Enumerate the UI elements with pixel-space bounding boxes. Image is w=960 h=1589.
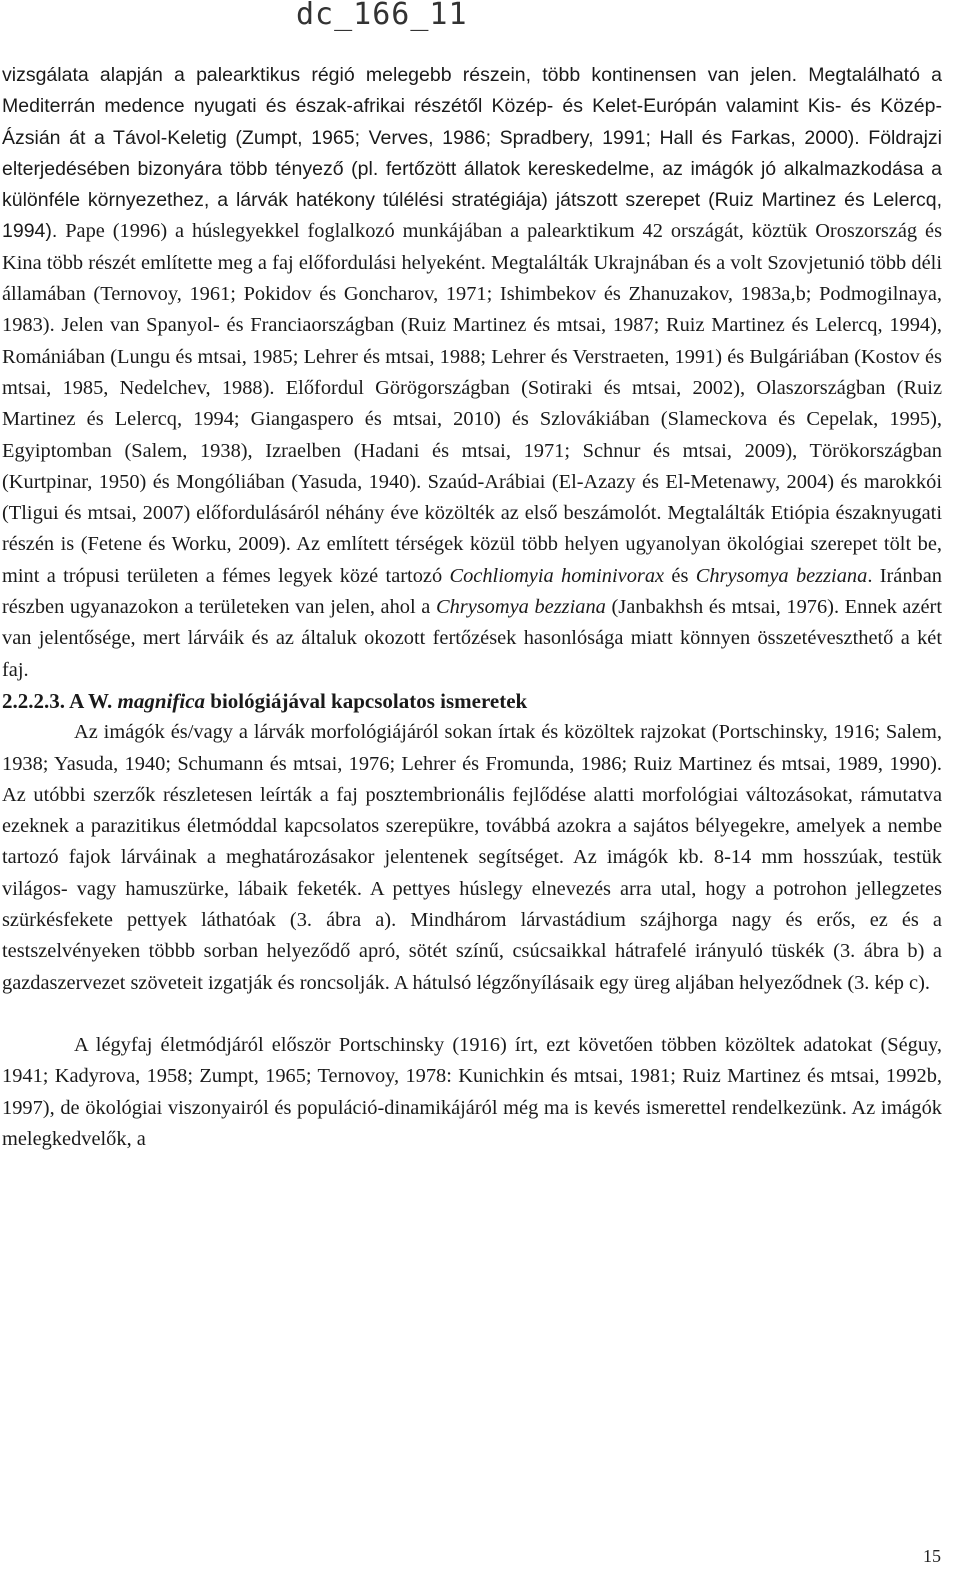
section-heading xyxy=(2,686,942,717)
species-name: Chrysomya bezziana xyxy=(695,564,868,587)
paragraph-spacer xyxy=(2,999,942,1030)
heading-number: 2.2.2.3. A xyxy=(2,688,88,713)
heading-title: biológiájával kapcsolatos ismeretek xyxy=(205,688,528,713)
species-name: Chrysomya bezziana xyxy=(435,596,606,619)
paragraph-distribution xyxy=(2,60,942,686)
text-segment: és xyxy=(664,564,696,587)
species-name: Cochliomyia hominivorax xyxy=(449,564,665,587)
text-segment: (Janbakhsh és mtsai, 1976). Ennek azért van jelentősége, mert lárváik és az általuk okozott fertőzések hasonlósága miatt könnyen összetéveszthető a két faj. xyxy=(2,596,942,681)
paragraph-lifestyle: A légyfaj életmódjáról először Portschinsky (1916) írt, ezt követően többen közöltek adatokat (Séguy, 1941; Kadyrova, 1958; Zumpt, 1965; Ternovoy, 1978: Kunichkin és mtsai, 1981; Ruiz Martinez és mtsai, 1992b, 1997), de ökológiai viszonyairól és populáció-dinamikájáról még ma is kevés ismerettel rendelkezünk. Az imágók melegkedvelők, a xyxy=(2,1033,942,1150)
text-segment-sans: vizsgálata alapján a palearktikus régió melegebb részein, több kontinensen van jelen. Megtalálható a Mediterrán medence nyugati és észak-afrikai részétől Közép- és Kelet-Európán valamint Kis- és Közép-Ázsián át a Távol-Keletig (Zumpt, 1965; Verves, 1986; Spradbery, 1991; Hall és Farkas, 2000). Földrajzi elterjedésében bizonyára több tényező (pl. fertőzött állatok kereskedelme, az imágók jó alkalmazkodása a különféle környezethez, a lárvák hatékony túlélési stratégiája) játszott szerepet (Ruiz Martinez és Lelercq, 1994). xyxy=(2,64,942,243)
paragraph-morphology: Az imágók és/vagy a lárvák morfológiájáról sokan írtak és közöltek rajzokat (Portschinsky, 1916; Salem, 1938; Yasuda, 1940; Schumann és mtsai, 1976; Lehrer és Fromunda, 1986; Ruiz Martinez és mtsai, 1989, 1990). Az utóbbi szerzők részletesen leírták a faj posztembrionális fejlődése alatti morfológiai változásokat, rámutatva ezeknek a parazitikus életmóddal kapcsolatos szerepükre, továbbá azokra a sajátos bélyegekre, amelyek a nembe tartozó fajok lárváinak a meghatározásakor jelentenek segítséget. Az imágók kb. 8-14 mm hosszúak, testük világos- vagy hamuszürke, lábaik feketék. A pettyes húslegy elnevezés arra utal, hogy a potrohon jellegzetes szürkésfekete pettyek láthatóak (3. ábra a). Mindhárom lárvastádium szájhorga nagy és erős, ez és a testszelvényeken többb sorban helyeződő apró, sötét színű, csúcsaikkal hátrafelé irányuló tüskék (3. ábra b) a gazdaszervezet szöveteit izgatják és roncsolják. A hátulsó légzőnyílásaik egy üreg aljában helyeződnek (3. kép c). xyxy=(2,721,942,994)
text-segment: . Iránban részben ugyanazokon a területeken van jelen, ahol a xyxy=(2,564,942,619)
heading-genus: W. xyxy=(87,688,118,713)
heading-species: magnifica xyxy=(117,688,206,713)
text-segment: Pape (1996) a húslegyekkel foglalkozó munkájában a palearktikum 42 országát, köztük Oroszország és Kina több részét említette meg a faj előfordulási helyeként. Megtalálták Ukrajnában és a volt Szovjetunió több déli államában (Ternovoy, 1961; Pokidov és Goncharov, 1971; Ishimbekov és Zhanuzakov, 1983a,b; Podmogilnaya, 1983). Jelen van Spanyol- és Franciaországban (Ruiz Martinez és mtsai, 1987; Ruiz Martinez és Lelercq, 1994), Romániában (Lungu és mtsai, 1985; Lehrer és mtsai, 1988; Lehrer és Verstraeten, 1991) és Bulgáriában (Kostov és mtsai, 1985, Nedelchev, 1988). Előfordul Görögországban (Sotiraki és mtsai, 2002), Olaszországban (Ruiz Martinez és Lelercq, 1994; Giangaspero és mtsai, 2010) és Szlovákiában (Slameckova és Cepelak, 1995), Egyiptomban (Salem, 1938), Izraelben (Hadani és mtsai, 1971; Schnur és mtsai, 2009), Törökországban (Kurtpinar, 1950) és Mongóliában (Yasuda, 1940). Szaúd-Arábiai (El-Azazy és El-Metenawy, 2004) és marokkói (Tligui és mtsai, 2007) előfordulásáról néhány éve közölték az első beszámolót. Megtalálták Etiópia északnyugati részén is (Fetene és Worku, 2009). Az említett térségek közül több helyen ugyanolyan ökológiai szerepet tölt be, mint a trópusi területen a fémes legyek közé tartozó xyxy=(2,220,942,587)
page-number: 15 xyxy=(923,1546,941,1566)
page-body xyxy=(2,60,942,1155)
document-id: dc_166_11 xyxy=(296,0,468,32)
